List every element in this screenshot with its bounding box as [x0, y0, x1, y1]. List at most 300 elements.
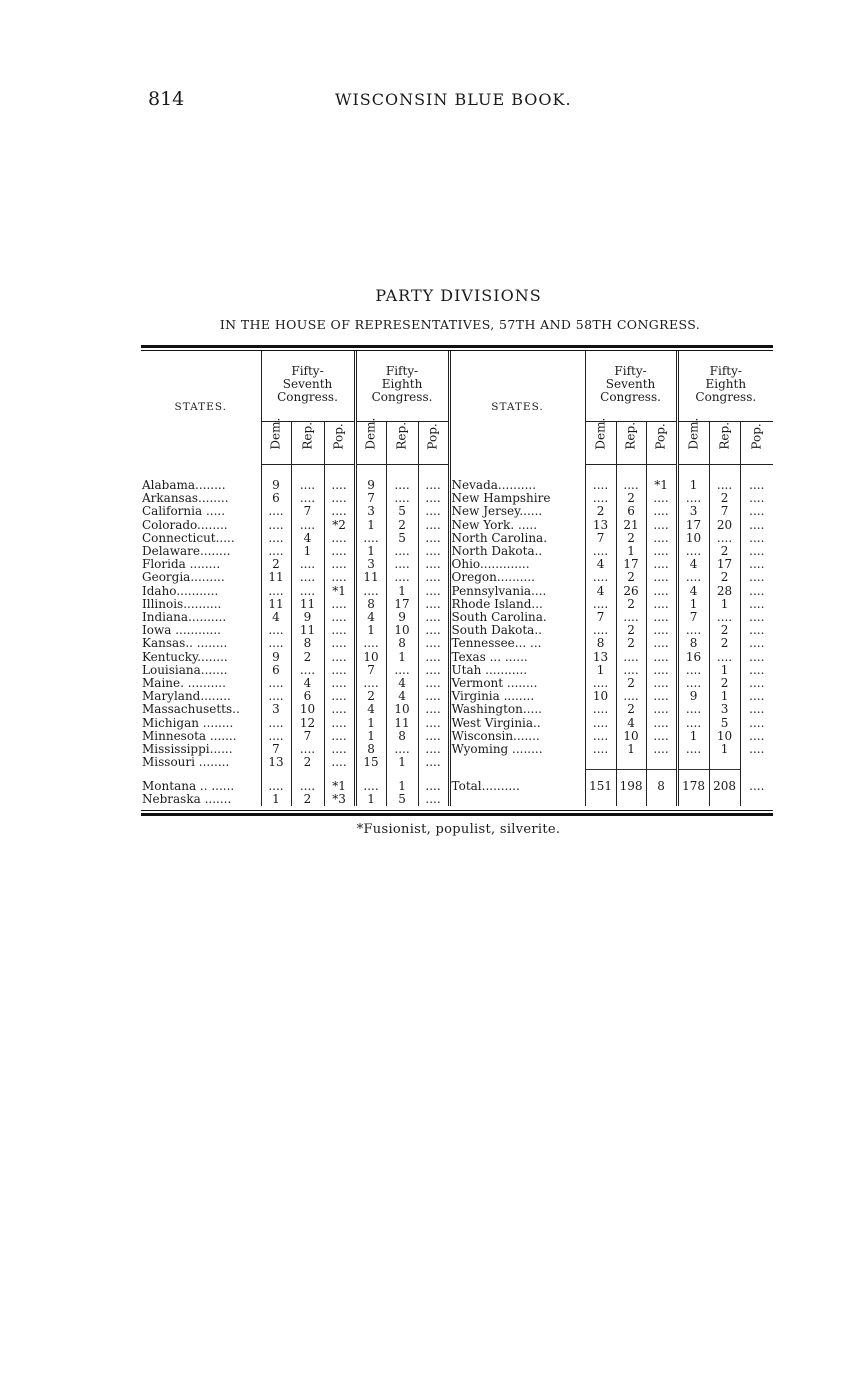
value-cell: .... — [418, 624, 449, 637]
party-header-label: Dem. — [685, 418, 700, 450]
value-cell: 2 — [291, 793, 324, 806]
state-name-cell: Maryland........ — [142, 690, 231, 704]
value-cell: .... — [740, 703, 773, 716]
state-name-cell: Idaho........... — [142, 584, 219, 598]
value-cell: 2 — [616, 532, 646, 545]
value-cell: .... — [324, 545, 355, 558]
party-header — [740, 422, 773, 465]
value-cell: .... — [740, 545, 773, 558]
table-row — [141, 611, 773, 624]
value-cell — [677, 756, 709, 769]
value-cell: .... — [616, 664, 646, 677]
value-cell: 4 — [585, 585, 616, 598]
header-58th-right — [677, 351, 773, 422]
value-cell: 3 — [355, 505, 386, 518]
party-header — [616, 422, 646, 465]
value-cell: .... — [261, 690, 291, 703]
header-58th-right-label: Fifty- Eighth Congress. — [695, 364, 757, 404]
party-header — [418, 422, 449, 465]
state-name-cell: Colorado........ — [142, 518, 228, 532]
value-cell: 11 — [261, 571, 291, 584]
value-cell: .... — [324, 651, 355, 664]
value-cell — [585, 756, 616, 769]
table-row — [141, 571, 773, 584]
value-cell: .... — [585, 545, 616, 558]
party-divisions-table — [141, 351, 773, 806]
header-57th-right — [585, 351, 677, 422]
value-cell: .... — [585, 743, 616, 756]
state-name-cell: Montana .. ...... — [142, 778, 235, 793]
value-cell: 1 — [386, 585, 418, 598]
value-cell: 3 — [261, 703, 291, 716]
value-cell: .... — [355, 532, 386, 545]
table-title: PARTY DIVISIONS — [375, 286, 542, 305]
value-cell: 16 — [677, 651, 709, 664]
value-cell: .... — [324, 703, 355, 716]
value-cell: 2 — [261, 558, 291, 571]
value-cell: .... — [677, 545, 709, 558]
table-row — [141, 756, 773, 769]
value-cell: 5 — [386, 532, 418, 545]
table-row — [141, 637, 773, 650]
value-cell: .... — [291, 769, 324, 793]
value-cell: 10 — [616, 730, 646, 743]
state-name-cell: Missouri ........ — [142, 756, 230, 770]
value-cell: 5 — [709, 717, 740, 730]
value-cell: .... — [324, 492, 355, 505]
value-cell — [677, 793, 709, 806]
table-row — [141, 730, 773, 743]
value-cell: .... — [740, 717, 773, 730]
value-cell: .... — [418, 532, 449, 545]
state-name-cell: Massachusetts.. — [142, 703, 240, 717]
value-cell: 178 — [677, 769, 709, 793]
value-cell: 13 — [585, 519, 616, 532]
state-name-cell: Wisconsin....... — [449, 730, 585, 743]
value-cell: 10 — [585, 690, 616, 703]
state-name-cell: Kentucky........ — [142, 650, 228, 664]
value-cell: .... — [418, 756, 449, 769]
value-cell: 1 — [291, 545, 324, 558]
value-cell: .... — [585, 703, 616, 716]
value-cell: 2 — [616, 571, 646, 584]
value-cell: 4 — [355, 611, 386, 624]
value-cell: .... — [291, 664, 324, 677]
state-name-cell — [449, 756, 585, 769]
value-cell: .... — [324, 558, 355, 571]
value-cell: 1 — [355, 730, 386, 743]
state-name-cell: Pennsylvania.... — [449, 585, 585, 598]
value-cell: .... — [355, 637, 386, 650]
value-cell: .... — [418, 664, 449, 677]
value-cell: 8 — [646, 769, 677, 793]
state-name-cell: Virginia ........ — [449, 690, 585, 703]
value-cell: 12 — [291, 717, 324, 730]
value-cell: 1 — [677, 730, 709, 743]
value-cell: 2 — [616, 492, 646, 505]
value-cell: .... — [646, 703, 677, 716]
value-cell: 7 — [677, 611, 709, 624]
value-cell: .... — [324, 730, 355, 743]
value-cell: .... — [740, 624, 773, 637]
value-cell: 11 — [355, 571, 386, 584]
party-header — [677, 418, 709, 465]
value-cell: 9 — [291, 611, 324, 624]
value-cell: 17 — [616, 558, 646, 571]
value-cell: 17 — [386, 598, 418, 611]
value-cell: 4 — [386, 677, 418, 690]
value-cell: 7 — [355, 664, 386, 677]
table-row — [141, 703, 773, 716]
value-cell: .... — [386, 492, 418, 505]
value-cell: 8 — [386, 637, 418, 650]
value-cell: .... — [386, 664, 418, 677]
value-cell: *2 — [324, 519, 355, 532]
value-cell — [740, 793, 773, 806]
value-cell: .... — [291, 743, 324, 756]
value-cell: *1 — [324, 585, 355, 598]
value-cell: 8 — [585, 637, 616, 650]
value-cell: .... — [585, 717, 616, 730]
state-name-cell: California ..... — [142, 505, 226, 519]
value-cell: .... — [646, 624, 677, 637]
value-cell: .... — [324, 479, 355, 492]
value-cell: 20 — [709, 519, 740, 532]
value-cell: .... — [418, 637, 449, 650]
value-cell: 26 — [616, 585, 646, 598]
value-cell: 1 — [709, 664, 740, 677]
value-cell: 1 — [709, 690, 740, 703]
state-name-cell: New Jersey...... — [449, 505, 585, 518]
value-cell: 3 — [355, 558, 386, 571]
value-cell: 9 — [261, 651, 291, 664]
state-name-cell: Iowa ............ — [142, 624, 221, 638]
table-row — [141, 769, 773, 793]
header-57th-right-label: Fifty- Seventh Congress. — [600, 364, 661, 404]
value-cell: .... — [646, 558, 677, 571]
value-cell: .... — [677, 492, 709, 505]
value-cell — [709, 793, 740, 806]
value-cell: .... — [646, 598, 677, 611]
header-58th-left — [355, 351, 449, 422]
value-cell: .... — [418, 690, 449, 703]
state-name-cell: Rhode Island... — [449, 598, 585, 611]
party-header — [646, 422, 677, 465]
value-cell: .... — [418, 545, 449, 558]
value-cell: .... — [355, 677, 386, 690]
party-header-label: Rep. — [394, 422, 409, 450]
state-name-cell: Alabama........ — [142, 479, 226, 492]
value-cell: .... — [740, 585, 773, 598]
value-cell: 10 — [291, 703, 324, 716]
value-cell: .... — [585, 624, 616, 637]
party-header-label: Rep. — [716, 422, 731, 450]
value-cell: 1 — [386, 651, 418, 664]
state-name-cell: Nebraska ....... — [142, 793, 232, 807]
value-cell: .... — [324, 611, 355, 624]
value-cell: .... — [418, 677, 449, 690]
state-name-cell: Nevada.......... — [449, 479, 585, 492]
value-cell: .... — [261, 585, 291, 598]
value-cell: .... — [418, 730, 449, 743]
value-cell: 11 — [386, 717, 418, 730]
table-row — [141, 479, 773, 492]
value-cell: .... — [324, 637, 355, 650]
table-row — [141, 624, 773, 637]
value-cell: 6 — [291, 690, 324, 703]
value-cell: .... — [740, 677, 773, 690]
value-cell: .... — [740, 571, 773, 584]
value-cell: 7 — [291, 505, 324, 518]
value-cell: 1 — [386, 756, 418, 769]
value-cell: .... — [291, 492, 324, 505]
value-cell: 9 — [386, 611, 418, 624]
value-cell: .... — [418, 505, 449, 518]
value-cell: .... — [418, 571, 449, 584]
value-cell: .... — [585, 479, 616, 492]
party-header-label: Pop. — [749, 423, 764, 450]
party-header-label: Rep. — [299, 422, 314, 450]
value-cell: .... — [709, 651, 740, 664]
footnote: *Fusionist, populist, silverite. — [356, 822, 561, 837]
table-row — [141, 585, 773, 598]
value-cell: 1 — [585, 664, 616, 677]
value-cell: 2 — [709, 492, 740, 505]
party-header-label: Dem. — [592, 418, 607, 450]
table-subtitle: IN THE HOUSE OF REPRESENTATIVES, 57TH AND 58TH CONGRESS. — [219, 317, 701, 332]
value-cell: 4 — [585, 558, 616, 571]
value-cell: .... — [616, 479, 646, 492]
table-row — [141, 717, 773, 730]
value-cell: .... — [709, 611, 740, 624]
value-cell — [740, 756, 773, 769]
value-cell: .... — [418, 793, 449, 806]
state-name-cell: New York. ..... — [449, 519, 585, 532]
table-row — [141, 651, 773, 664]
value-cell: .... — [740, 611, 773, 624]
value-cell: .... — [646, 690, 677, 703]
state-name-cell: Mississippi...... — [142, 743, 233, 757]
value-cell: .... — [677, 571, 709, 584]
party-header — [709, 422, 740, 465]
value-cell: .... — [324, 624, 355, 637]
value-cell: .... — [324, 571, 355, 584]
table-row — [141, 519, 773, 532]
state-name-cell: Minnesota ....... — [142, 729, 237, 743]
value-cell — [646, 793, 677, 806]
value-cell: .... — [324, 505, 355, 518]
value-cell: .... — [646, 651, 677, 664]
value-cell: 3 — [677, 505, 709, 518]
value-cell: 5 — [386, 505, 418, 518]
value-cell: .... — [355, 769, 386, 793]
value-cell: 8 — [355, 743, 386, 756]
header-57th-left — [261, 351, 355, 422]
table-row — [141, 793, 773, 806]
state-name-cell: New Hampshire — [449, 492, 585, 505]
value-cell: 2 — [616, 624, 646, 637]
state-name-cell: Maine. .......... — [142, 677, 226, 691]
table-row — [141, 545, 773, 558]
table-row — [141, 743, 773, 756]
value-cell: 4 — [261, 611, 291, 624]
value-cell: *3 — [324, 793, 355, 806]
value-cell: 1 — [355, 519, 386, 532]
value-cell: .... — [616, 690, 646, 703]
state-name-cell: Connecticut..... — [142, 531, 235, 545]
table-row — [141, 532, 773, 545]
value-cell: 8 — [355, 598, 386, 611]
value-cell: .... — [740, 651, 773, 664]
value-cell: 6 — [261, 492, 291, 505]
state-name-cell: Michigan ........ — [142, 716, 234, 730]
value-cell: 2 — [709, 637, 740, 650]
value-cell: 17 — [709, 558, 740, 571]
value-cell: .... — [261, 545, 291, 558]
state-name-cell: Oregon.......... — [449, 571, 585, 584]
value-cell: .... — [677, 743, 709, 756]
value-cell: .... — [418, 585, 449, 598]
value-cell: 1 — [677, 479, 709, 492]
value-cell: .... — [646, 505, 677, 518]
value-cell — [616, 756, 646, 769]
value-cell: .... — [418, 769, 449, 793]
table-row — [141, 492, 773, 505]
value-cell: 2 — [616, 677, 646, 690]
value-cell: .... — [740, 479, 773, 492]
value-cell: .... — [677, 624, 709, 637]
state-name-cell: South Dakota.. — [449, 624, 585, 637]
table-row — [141, 558, 773, 571]
value-cell: .... — [677, 717, 709, 730]
value-cell: .... — [261, 505, 291, 518]
table-row — [141, 690, 773, 703]
value-cell: 3 — [709, 703, 740, 716]
value-cell: .... — [418, 479, 449, 492]
value-cell: 2 — [355, 690, 386, 703]
value-cell: .... — [291, 558, 324, 571]
value-cell: .... — [386, 479, 418, 492]
value-cell: 7 — [291, 730, 324, 743]
value-cell — [616, 793, 646, 806]
value-cell: .... — [646, 743, 677, 756]
value-cell: .... — [291, 571, 324, 584]
value-cell: .... — [677, 677, 709, 690]
value-cell: .... — [261, 769, 291, 793]
value-cell: 1 — [261, 793, 291, 806]
state-name-cell: North Carolina. — [449, 532, 585, 545]
value-cell: 11 — [261, 598, 291, 611]
value-cell: .... — [646, 730, 677, 743]
value-cell: 7 — [585, 611, 616, 624]
state-name-cell: Utah ........... — [449, 664, 585, 677]
value-cell: .... — [740, 492, 773, 505]
state-name-cell — [449, 793, 585, 806]
value-cell: 9 — [355, 479, 386, 492]
state-name-cell: Vermont ........ — [449, 677, 585, 690]
state-name-cell: West Virginia.. — [449, 717, 585, 730]
states-header-left: STATES. — [174, 401, 227, 414]
value-cell: 9 — [261, 479, 291, 492]
party-header-label: Dem. — [363, 418, 378, 450]
party-divisions-table-wrap — [141, 345, 773, 806]
value-cell: 4 — [291, 532, 324, 545]
value-cell: .... — [740, 532, 773, 545]
value-cell: .... — [646, 677, 677, 690]
value-cell: .... — [646, 585, 677, 598]
value-cell: .... — [740, 769, 773, 793]
value-cell: 1 — [355, 624, 386, 637]
value-cell: .... — [585, 677, 616, 690]
value-cell: 2 — [291, 651, 324, 664]
value-cell: .... — [386, 743, 418, 756]
value-cell: .... — [418, 558, 449, 571]
value-cell: .... — [261, 637, 291, 650]
value-cell: *1 — [646, 479, 677, 492]
header-58th-left-label: Fifty- Eighth Congress. — [371, 364, 433, 404]
value-cell: .... — [291, 519, 324, 532]
value-cell: 13 — [261, 756, 291, 769]
table-row — [141, 664, 773, 677]
state-name-cell: Ohio............. — [449, 558, 585, 571]
value-cell: 8 — [386, 730, 418, 743]
value-cell: 2 — [709, 624, 740, 637]
party-header-label: Rep. — [623, 422, 638, 450]
value-cell: 1 — [355, 793, 386, 806]
value-cell: 1 — [709, 743, 740, 756]
value-cell: 4 — [386, 690, 418, 703]
party-header — [261, 418, 291, 465]
value-cell — [709, 756, 740, 769]
value-cell: 13 — [585, 651, 616, 664]
value-cell: .... — [324, 743, 355, 756]
party-header-label: Pop. — [331, 423, 346, 450]
value-cell: 10 — [386, 624, 418, 637]
value-cell: .... — [291, 585, 324, 598]
value-cell: 10 — [355, 651, 386, 664]
value-cell: 198 — [616, 769, 646, 793]
value-cell: .... — [646, 664, 677, 677]
value-cell: 8 — [291, 637, 324, 650]
value-cell: 1 — [616, 743, 646, 756]
value-cell: .... — [324, 756, 355, 769]
value-cell: 4 — [355, 703, 386, 716]
value-cell: .... — [646, 519, 677, 532]
value-cell: .... — [585, 730, 616, 743]
value-cell: .... — [585, 598, 616, 611]
value-cell: 2 — [709, 545, 740, 558]
value-cell: 208 — [709, 769, 740, 793]
value-cell: 2 — [291, 756, 324, 769]
value-cell: 2 — [386, 519, 418, 532]
value-cell: 28 — [709, 585, 740, 598]
party-header-label: Pop. — [425, 423, 440, 450]
value-cell: 7 — [709, 505, 740, 518]
value-cell: .... — [585, 571, 616, 584]
value-cell: 1 — [386, 769, 418, 793]
value-cell: 17 — [677, 519, 709, 532]
value-cell: 2 — [616, 703, 646, 716]
value-cell: 8 — [677, 637, 709, 650]
running-head — [0, 88, 859, 112]
value-cell: .... — [418, 598, 449, 611]
value-cell: 7 — [355, 492, 386, 505]
table-row — [141, 677, 773, 690]
page-number: 814 — [148, 88, 185, 110]
value-cell: 2 — [616, 637, 646, 650]
value-cell: .... — [261, 624, 291, 637]
value-cell: 1 — [616, 545, 646, 558]
